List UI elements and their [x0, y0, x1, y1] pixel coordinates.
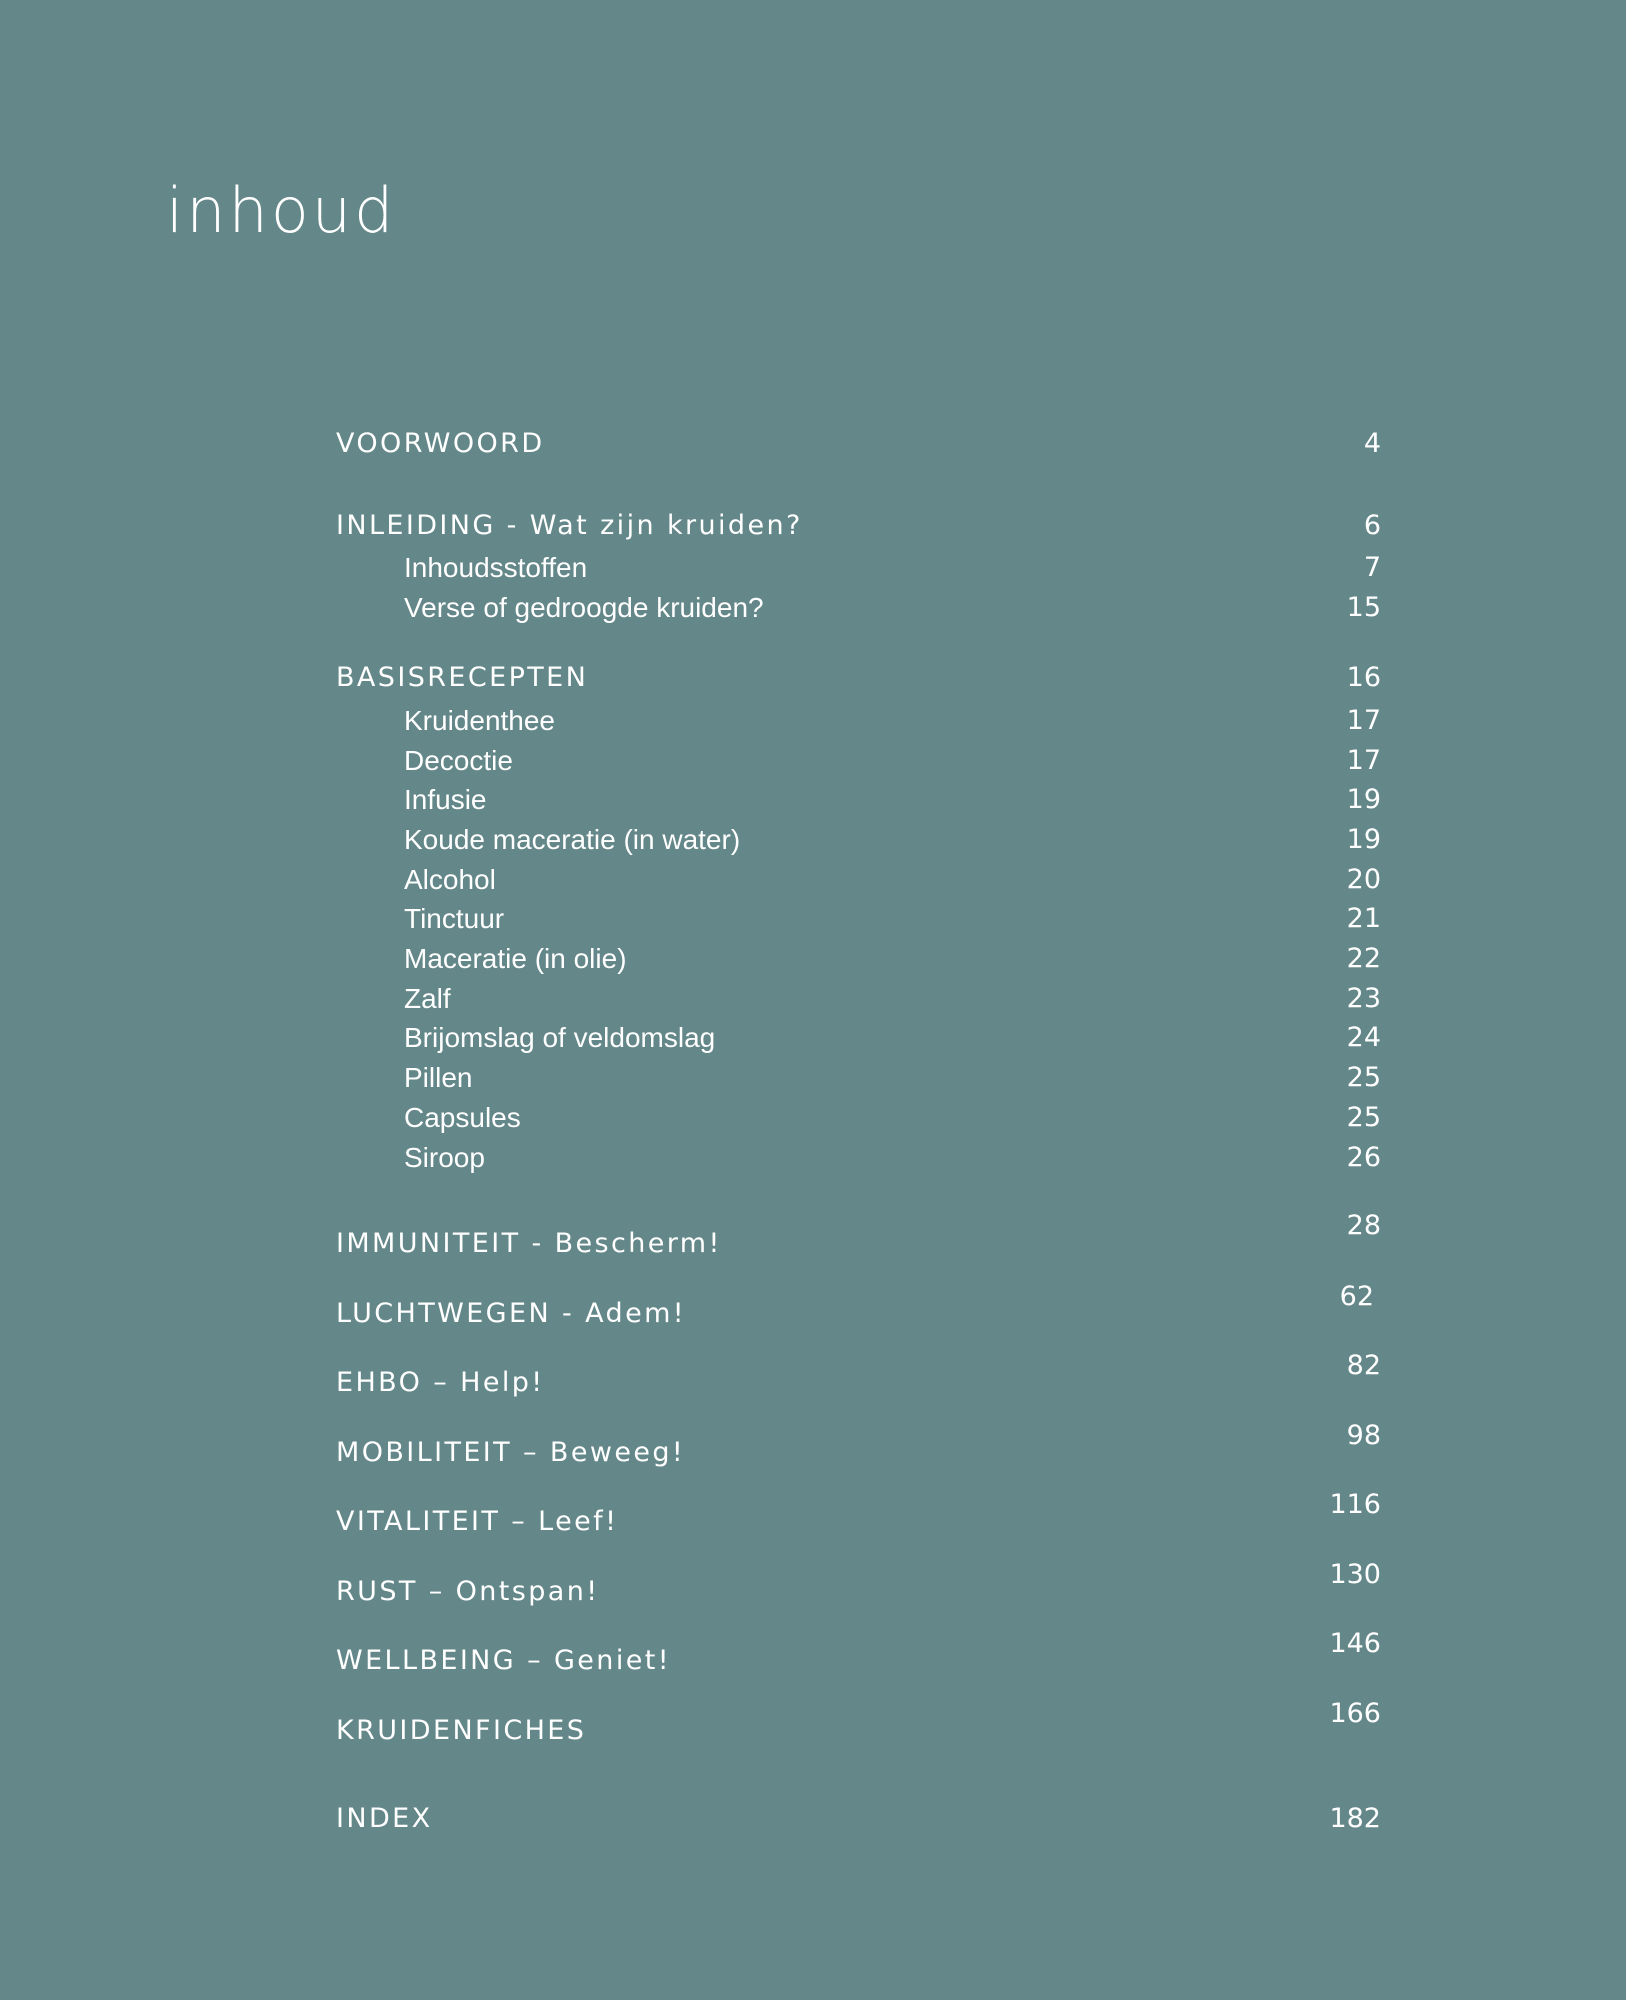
- toc-entry-page: 19: [1346, 784, 1381, 815]
- toc-entry-label: Zalf: [404, 983, 451, 1014]
- toc-entry-label: IMMUNITEIT - Bescherm!: [336, 1228, 722, 1259]
- toc-entry-label: Koude maceratie (in water): [404, 824, 741, 855]
- toc-entry-index[interactable]: [336, 1799, 1381, 1839]
- toc-entry-page: 20: [1346, 864, 1381, 895]
- toc-entry-label: Maceratie (in olie): [404, 943, 627, 974]
- toc-entry-page: 28: [1346, 1210, 1381, 1241]
- toc-subentry-tinctuur[interactable]: [336, 899, 1381, 939]
- toc-entry-label: Capsules: [404, 1102, 521, 1133]
- toc-entry-page: 146: [1329, 1628, 1381, 1659]
- toc-entry-page: 17: [1346, 705, 1381, 736]
- toc-entry-page: 24: [1346, 1022, 1381, 1053]
- toc-subentry-brijomslag[interactable]: [336, 1018, 1381, 1058]
- toc-subentry-pillen[interactable]: [336, 1058, 1381, 1098]
- page-title: inhoud: [166, 174, 397, 247]
- toc-entry-wellbeing[interactable]: [336, 1628, 1381, 1681]
- toc-entry-page: 26: [1346, 1142, 1381, 1173]
- toc-entry-page: 116: [1329, 1489, 1381, 1520]
- toc-entry-kruidenfiches[interactable]: [336, 1698, 1381, 1751]
- toc-entry-mobiliteit[interactable]: [336, 1420, 1381, 1473]
- toc-entry-label: RUST – Ontspan!: [336, 1576, 600, 1607]
- toc-entry-label: WELLBEING – Geniet!: [336, 1645, 671, 1676]
- toc-entry-ehbo[interactable]: [336, 1350, 1381, 1403]
- toc-entry-label: Inhoudsstoffen: [404, 552, 588, 583]
- toc-subentry-decoctie[interactable]: [336, 741, 1381, 781]
- toc-entry-label: KRUIDENFICHES: [336, 1715, 587, 1746]
- toc-entry-label: Verse of gedroogde kruiden?: [404, 592, 764, 623]
- toc-subentry-inhoudsstoffen[interactable]: [336, 548, 1381, 588]
- toc-entry-page: 16: [1346, 662, 1381, 693]
- toc-entry-label: MOBILITEIT – Beweeg!: [336, 1437, 686, 1468]
- toc-entry-page: 21: [1346, 903, 1381, 934]
- toc-entry-page: 166: [1329, 1698, 1381, 1729]
- toc-entry-label: Pillen: [404, 1062, 473, 1093]
- toc-entry-page: 22: [1346, 943, 1381, 974]
- toc-entry-label: Siroop: [404, 1142, 485, 1173]
- toc-entry-label: Alcohol: [404, 864, 496, 895]
- toc-entry-label: BASISRECEPTEN: [336, 662, 589, 693]
- toc-subentry-siroop[interactable]: [336, 1138, 1381, 1178]
- toc-entry-label: Kruidenthee: [404, 705, 556, 736]
- toc-entry-immuniteit[interactable]: [336, 1210, 1381, 1264]
- toc-entry-page: 23: [1346, 983, 1381, 1014]
- toc-entry-label: Infusie: [404, 784, 487, 815]
- toc-entry-vitaliteit[interactable]: [336, 1489, 1381, 1542]
- toc-entry-luchtwegen[interactable]: [336, 1281, 1381, 1334]
- toc-entry-page: 6: [1363, 510, 1381, 541]
- toc-subentry-capsules[interactable]: [336, 1098, 1381, 1138]
- toc-entry-voorwoord[interactable]: [336, 424, 1381, 464]
- toc-entry-page: 15: [1346, 592, 1381, 623]
- toc-entry-label: VOORWOORD: [336, 428, 545, 459]
- toc-entry-page: 25: [1346, 1102, 1381, 1133]
- toc-entry-page: 130: [1329, 1559, 1381, 1590]
- toc-entry-inleiding[interactable]: [336, 506, 1381, 546]
- toc-entry-page: 7: [1363, 552, 1381, 583]
- toc-subentry-koude-maceratie[interactable]: [336, 820, 1381, 860]
- toc-entry-page: 25: [1346, 1062, 1381, 1093]
- toc-entry-basisrecepten[interactable]: [336, 658, 1381, 698]
- toc-entry-label: Tinctuur: [404, 903, 505, 934]
- toc-entry-page: 182: [1329, 1803, 1381, 1834]
- toc-entry-page: 82: [1346, 1350, 1381, 1381]
- toc-entry-label: Brijomslag of veldomslag: [404, 1022, 716, 1053]
- toc-entry-page: 4: [1363, 428, 1381, 459]
- toc-entry-label: LUCHTWEGEN - Adem!: [336, 1298, 687, 1329]
- toc-subentry-zalf[interactable]: [336, 979, 1381, 1019]
- toc-entry-page: 62: [1339, 1281, 1374, 1312]
- toc-subentry-verse-of-gedroogde[interactable]: [336, 588, 1381, 628]
- toc-subentry-maceratie-olie[interactable]: [336, 939, 1381, 979]
- toc-subentry-alcohol[interactable]: [336, 860, 1381, 900]
- toc-entry-page: 17: [1346, 745, 1381, 776]
- toc-entry-label: Decoctie: [404, 745, 513, 776]
- toc-entry-label: VITALITEIT – Leef!: [336, 1506, 619, 1537]
- toc-entry-page: 19: [1346, 824, 1381, 855]
- toc-entry-page: 98: [1346, 1420, 1381, 1451]
- toc-subentry-infusie[interactable]: [336, 780, 1381, 820]
- toc-entry-label: INLEIDING - Wat zijn kruiden?: [336, 510, 803, 541]
- toc-entry-label: INDEX: [336, 1803, 433, 1834]
- toc-entry-rust[interactable]: [336, 1559, 1381, 1612]
- toc-subentry-kruidenthee[interactable]: [336, 701, 1381, 741]
- toc-entry-label: EHBO – Help!: [336, 1367, 545, 1398]
